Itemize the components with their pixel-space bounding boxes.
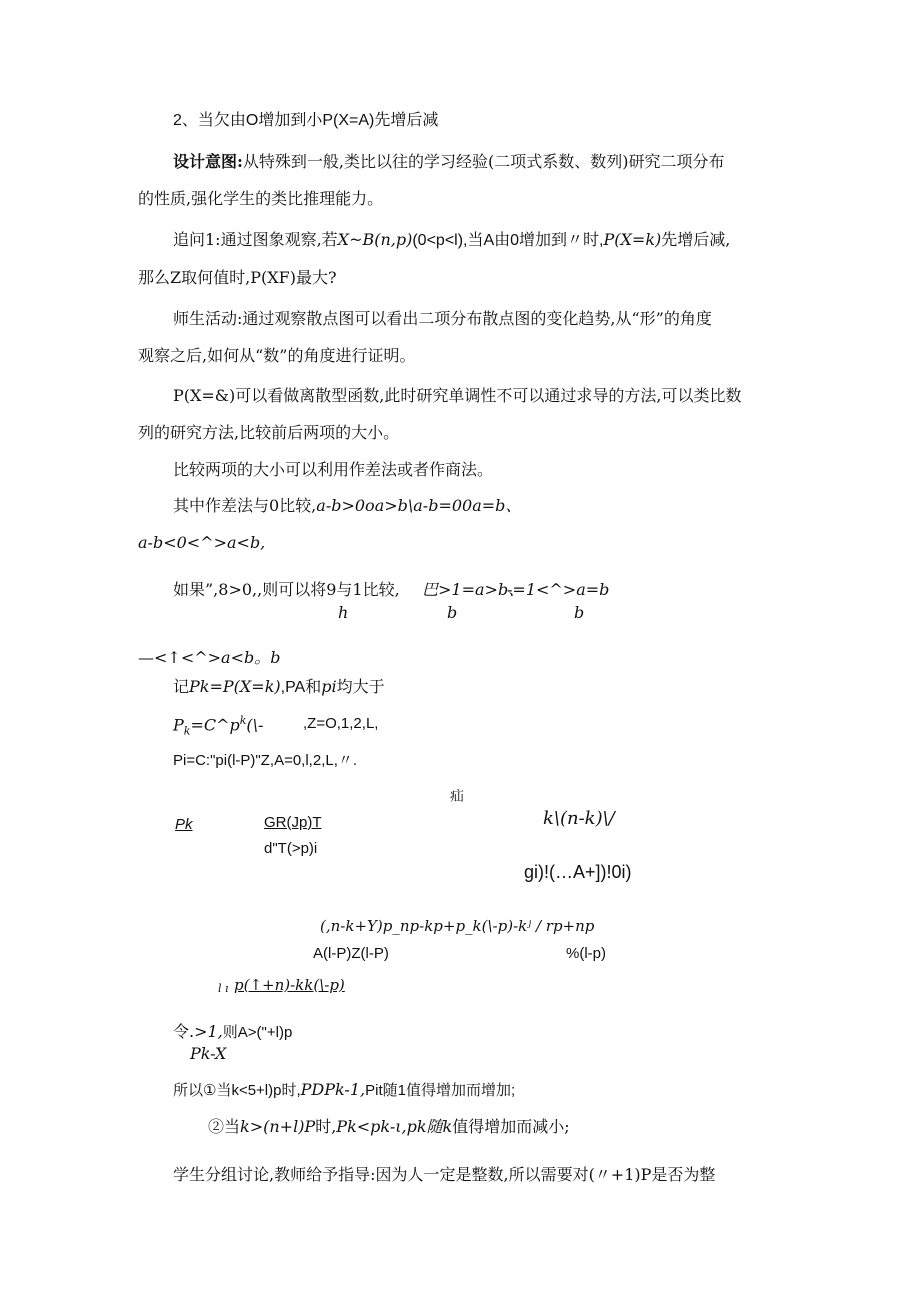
- ratio-lt-condition: —<↑<^>a<b。b: [138, 648, 281, 667]
- paragraph-3-line-1: P(X=&)可以看做离散型函数,此时研究单调性不可以通过求导的方法,可以类比数: [173, 386, 742, 405]
- ratio-denominator-b1: b: [447, 603, 458, 622]
- factorial-expression: gi)!(…A+])!0i): [524, 862, 632, 882]
- expanded-numerator: (,n-k+Y)p_np-kp+p_k(\-p)-kʲ / rp+np: [320, 917, 595, 935]
- ratio-pk-label: Pk: [175, 816, 193, 833]
- discussion-line: 学生分组讨论,教师给予指导:因为人一定是整数,所以需要对(〃+1)P是否为整: [173, 1165, 716, 1184]
- case-1-line: 所以①当k<5+l)p时,PDPk-1,Pit随1值得增加而增加;: [173, 1080, 516, 1099]
- ratio-denominator-b2: b: [574, 603, 585, 622]
- paragraph-3-line-2: 列的研究方法,比较前后两项的大小。: [138, 423, 400, 442]
- fraction-kn: k\(n-k)\/: [543, 808, 615, 829]
- fraction-ll-mark: l ı: [218, 982, 229, 995]
- difference-method-line-1: 其中作差法与0比较,a-b>0oa>b\a-b=00a=b、: [173, 496, 522, 515]
- design-intent-line-1: 设计意图:从特殊到一般,类比以往的学习经验(二项式系数、数列)研究二项分布: [173, 152, 725, 171]
- let-condition-line: 令.>1,则A>("+l)p: [173, 1022, 293, 1041]
- let-condition-denominator: Pk-X: [190, 1044, 227, 1063]
- section-heading: 2、当欠由O增加到小P(X=A)先增后减: [173, 112, 439, 129]
- expanded-denominator-right: %(l-p): [566, 945, 606, 962]
- design-intent-line-2: 的性质,强化学生的类比推理能力。: [138, 189, 384, 208]
- activity-line-1: 师生活动:通过观察散点图可以看出二项分布散点图的变化趋势,从“形”的角度: [173, 309, 712, 328]
- simplified-numerator: p(↑+n)-kk(\-p): [234, 976, 345, 994]
- fraction-numerator: GR(Jp)T: [264, 814, 322, 831]
- ratio-gt-condition: 巴>1=a>b、: [422, 580, 525, 599]
- followup-line-2: 那么Z取何值时,P(XF)最大?: [138, 268, 337, 287]
- ratio-method-line: 如果”,8>0,,则可以将9与1比较,: [173, 580, 400, 599]
- fraction-denominator: d"T(>p)i: [264, 840, 318, 857]
- difference-method-line-2: a-b<0<^>a<b,: [138, 533, 266, 552]
- followup-line-1: 追问1:通过图象观察,若X~B(n,p)(0<p<l),当A由0增加到〃时,P(X=k)先增后减,: [173, 230, 731, 249]
- ratio-denominator-h: h: [338, 603, 349, 622]
- notation-line: 记Pk=P(X=k),PA和pi均大于: [173, 677, 385, 696]
- pi-formula: Pi=C:"pi(l-P)"Z,A=0,l,2,L,〃.: [173, 752, 358, 769]
- pk-formula: $P_k=C\^{}p^k(\backslash-$: [173, 714, 264, 738]
- activity-line-2: 观察之后,如何从“数”的角度进行证明。: [138, 346, 416, 365]
- case-2-line: ②当k>(n+l)P时,Pk<pk-ι,pk随k值得增加而减小;: [208, 1117, 570, 1136]
- expanded-denominator: A(l-P)Z(l-P): [313, 945, 389, 962]
- paragraph-4: 比较两项的大小可以利用作差法或者作商法。: [173, 460, 494, 479]
- ratio-eq-condition: -=1<^>a=b: [507, 580, 610, 599]
- design-intent-label: 设计意图:: [173, 152, 243, 171]
- fraction-top-mark: 疝: [450, 789, 464, 805]
- pk-index-range: ,Z=O,1,2,L,: [303, 715, 379, 732]
